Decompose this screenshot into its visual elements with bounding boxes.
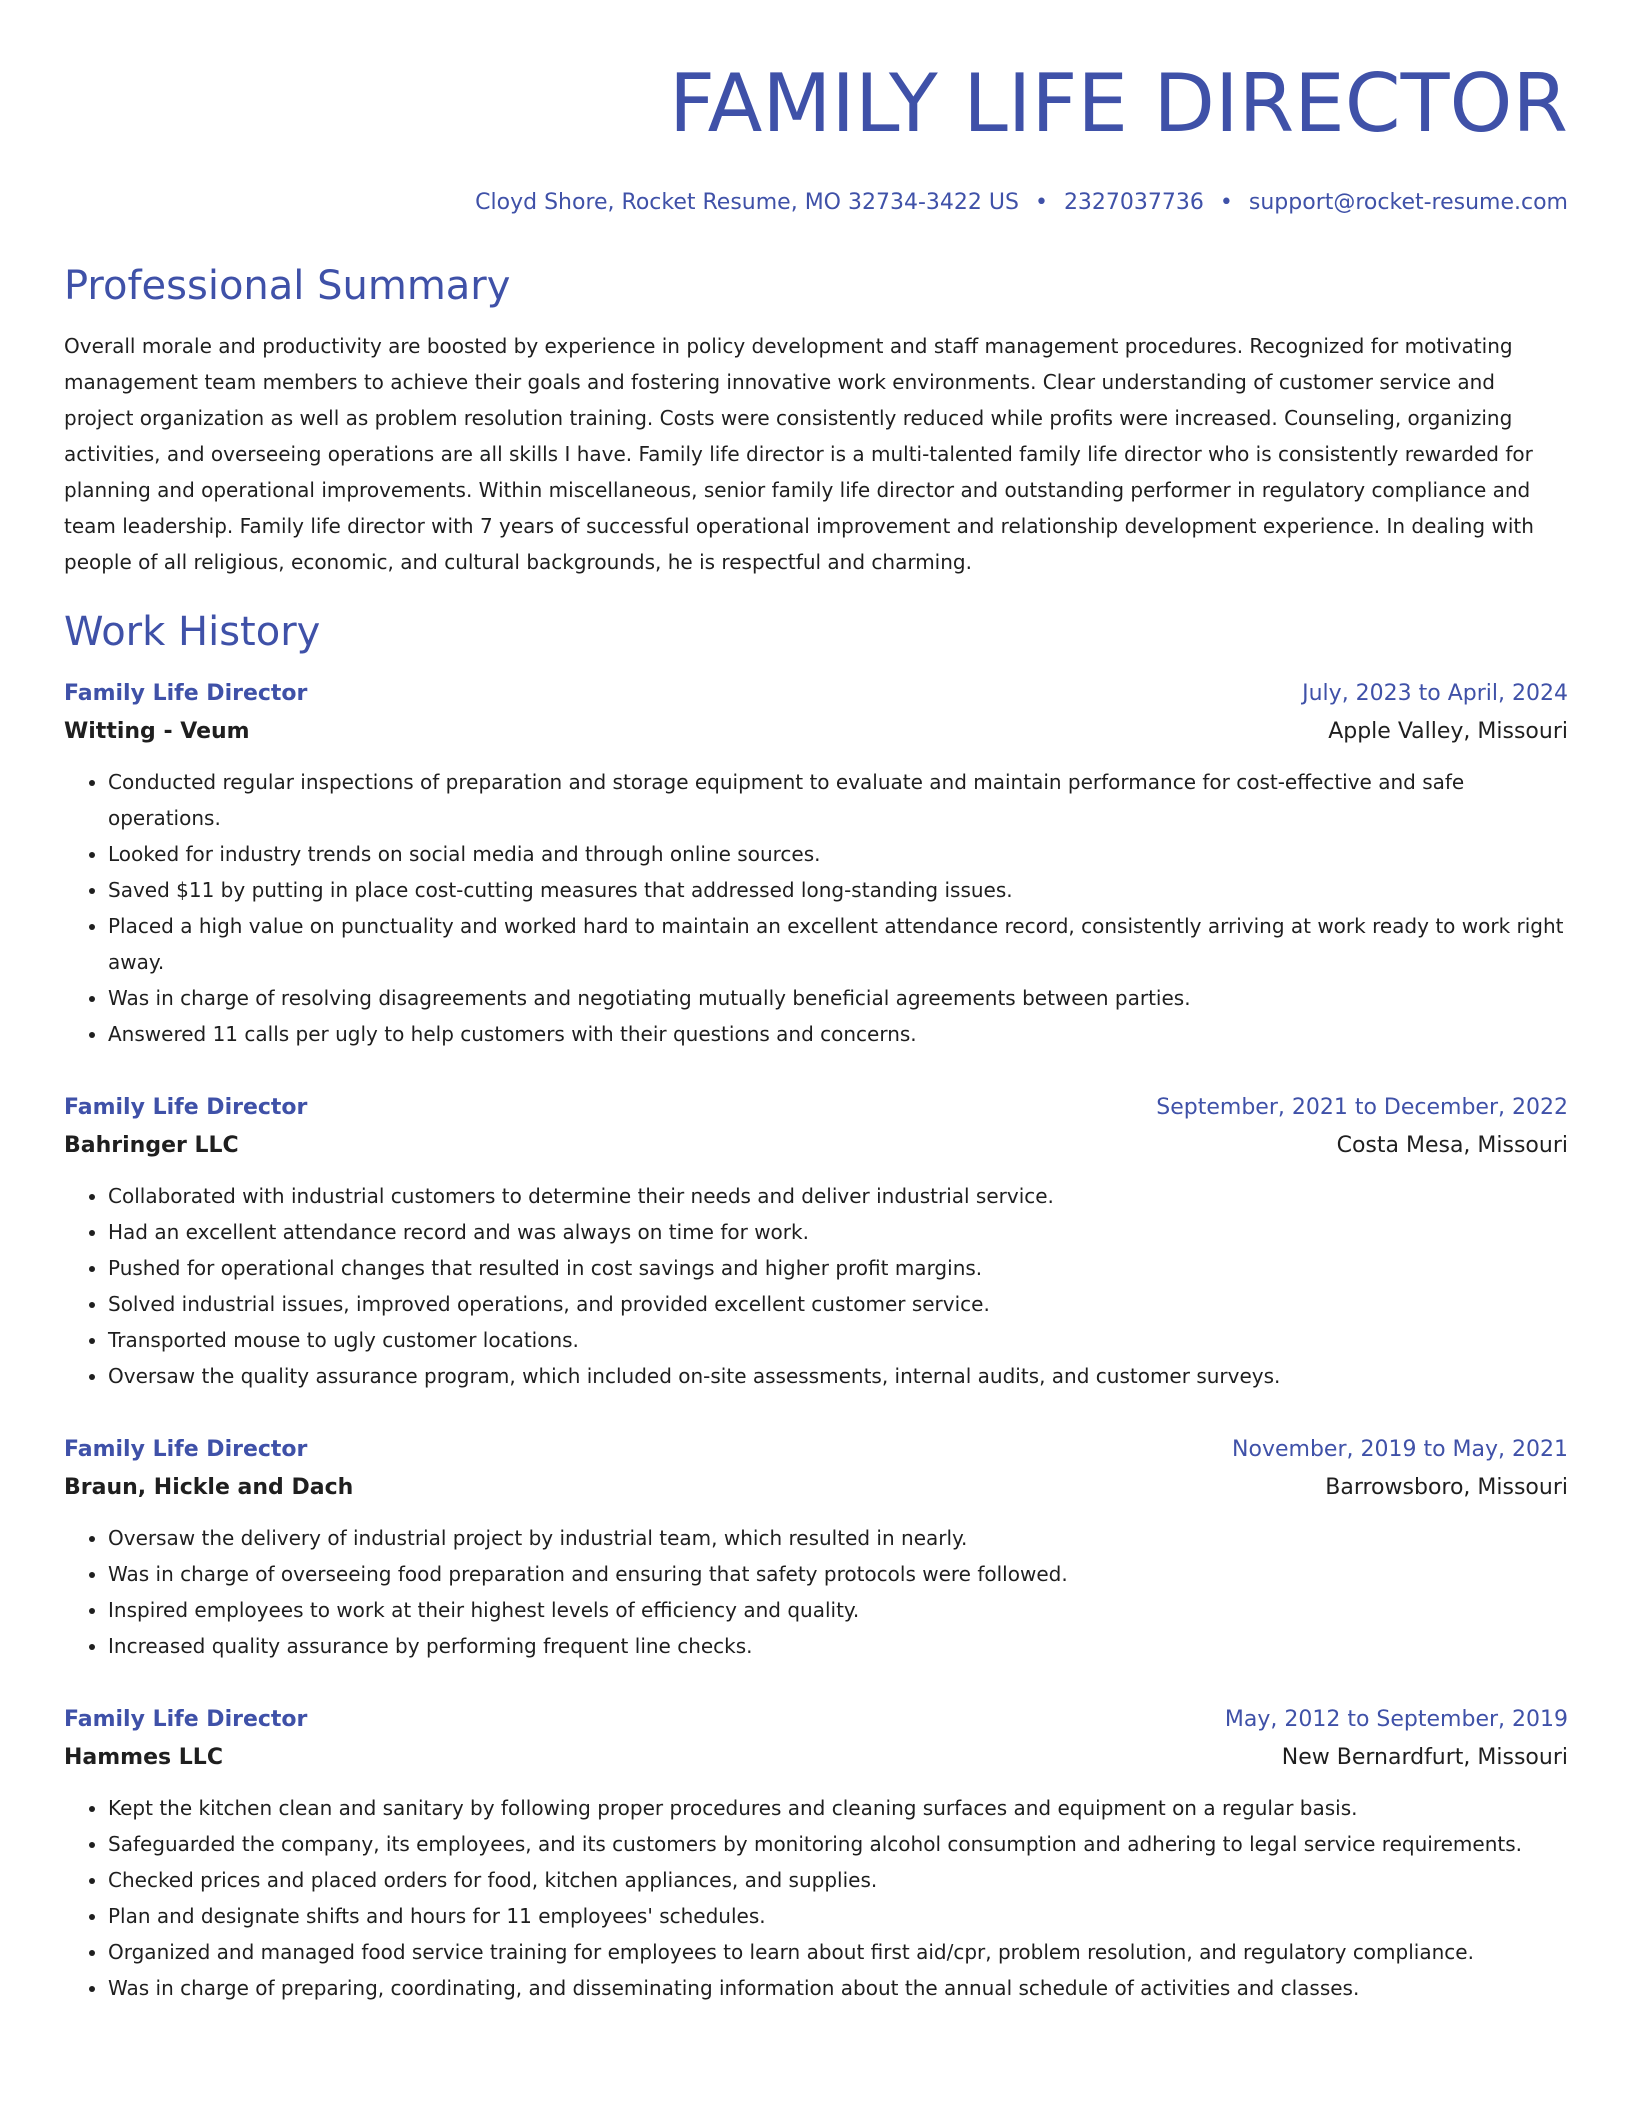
job-bullet: • Kept the kitchen clean and sanitary by following proper procedures and cleaning surfaces and equipment on a regular basis. — [108, 1790, 1568, 1826]
job-bullets — [64, 1790, 1568, 2006]
contact-line — [64, 189, 1568, 217]
job-bullet: • Checked prices and placed orders for food, kitchen appliances, and supplies. — [108, 1862, 1568, 1898]
job-company: Braun, Hickle and Dach — [64, 1475, 354, 1500]
job-bullet: • Answered 11 calls per ugly to help customers with their questions and concerns. — [108, 1016, 1568, 1052]
job-bullet: • Looked for industry trends on social media and through online sources. — [108, 836, 1568, 872]
job-bullets — [64, 1178, 1568, 1394]
job-location: Costa Mesa, Missouri — [1336, 1133, 1568, 1158]
job-dates: July, 2023 to April, 2024 — [1302, 681, 1568, 706]
job-bullet: • Was in charge of overseeing food preparation and ensuring that safety protocols were followed. — [108, 1556, 1568, 1592]
job-bullet: • Placed a high value on punctuality and worked hard to maintain an excellent attendance record, consistently arriving at work ready to work right away. — [108, 908, 1568, 980]
job-bullet: • Plan and designate shifts and hours for 11 employees' schedules. — [108, 1898, 1568, 1934]
summary-heading: Professional Summary — [64, 263, 511, 309]
job-bullet: • Transported mouse to ugly customer locations. — [108, 1322, 1568, 1358]
resume-name: FAMILY LIFE DIRECTOR — [668, 57, 1568, 150]
job-bullet: • Safeguarded the company, its employees, and its customers by monitoring alcohol consumption and adhering to legal service requirements. — [108, 1826, 1568, 1862]
job-dates: May, 2012 to September, 2019 — [1224, 1707, 1568, 1732]
job-bullet: • Saved $11 by putting in place cost-cutting measures that addressed long-standing issues. — [108, 872, 1568, 908]
job-bullet: • Organized and managed food service training for employees to learn about first aid/cpr, problem resolution, and regulatory compliance. — [108, 1934, 1568, 1970]
job-bullets — [64, 764, 1568, 1052]
contact-address: Cloyd Shore, Rocket Resume, MO 32734-3422 US — [475, 190, 1019, 215]
job-bullet: • Oversaw the delivery of industrial project by industrial team, which resulted in nearly. — [108, 1520, 1568, 1556]
job-company: Witting - Veum — [64, 719, 250, 744]
job-entry — [64, 676, 1568, 1052]
resume-page — [64, 0, 1568, 2006]
job-entry — [64, 1702, 1568, 2006]
contact-email[interactable]: support@rocket-resume.com — [1248, 190, 1568, 215]
job-dates: November, 2019 to May, 2021 — [1232, 1437, 1568, 1462]
job-bullet: • Had an excellent attendance record and was always on time for work. — [108, 1214, 1568, 1250]
job-company: Hammes LLC — [64, 1745, 223, 1770]
job-location: New Bernardfurt, Missouri — [1281, 1745, 1568, 1770]
contact-separator: • — [1034, 190, 1048, 215]
work-history-list — [64, 676, 1568, 2006]
job-title: Family Life Director — [64, 1437, 308, 1462]
job-bullet: • Oversaw the quality assurance program, which included on-site assessments, internal audits, and customer surveys. — [108, 1358, 1568, 1394]
work-history-heading: Work History — [64, 609, 321, 655]
summary-text: Overall morale and productivity are boosted by experience in policy development and staff management procedures. Recognized for motivating management team members to achieve their goals and fostering innovative work environments. Clear understanding of customer service and project organization as well as problem resolution training. Costs were consistently reduced while profits were increased. Counseling, organizing activities, and overseeing operations are all skills I have. Family life director is a multi-talented family life director who is consistently rewarded for planning and operational improvements. Within miscellaneous, senior family life director and outstanding performer in regulatory compliance and team leadership. Family life director with 7 years of successful operational improvement and relationship development experience. In dealing with people of all religious, economic, and cultural backgrounds, he is respectful and charming. — [64, 334, 1534, 574]
job-company: Bahringer LLC — [64, 1133, 239, 1158]
job-bullet: • Collaborated with industrial customers to determine their needs and deliver industrial service. — [108, 1178, 1568, 1214]
job-title: Family Life Director — [64, 681, 308, 706]
job-bullets — [64, 1520, 1568, 1664]
job-bullet: • Solved industrial issues, improved operations, and provided excellent customer service. — [108, 1286, 1568, 1322]
job-entry — [64, 1090, 1568, 1394]
job-location: Apple Valley, Missouri — [1328, 719, 1568, 744]
job-bullet: • Pushed for operational changes that resulted in cost savings and higher profit margins. — [108, 1250, 1568, 1286]
job-bullet: • Conducted regular inspections of preparation and storage equipment to evaluate and maintain performance for cost-effective and safe operations. — [108, 764, 1568, 836]
job-location: Barrowsboro, Missouri — [1325, 1475, 1568, 1500]
job-title: Family Life Director — [64, 1095, 308, 1120]
job-bullet: • Was in charge of resolving disagreements and negotiating mutually beneficial agreements between parties. — [108, 980, 1568, 1016]
job-dates: September, 2021 to December, 2022 — [1156, 1095, 1568, 1120]
contact-separator: • — [1219, 190, 1233, 215]
job-entry — [64, 1432, 1568, 1664]
job-bullet: • Increased quality assurance by performing frequent line checks. — [108, 1628, 1568, 1664]
job-bullet: • Inspired employees to work at their highest levels of efficiency and quality. — [108, 1592, 1568, 1628]
job-bullet: • Was in charge of preparing, coordinating, and disseminating information about the annual schedule of activities and classes. — [108, 1970, 1568, 2006]
job-title: Family Life Director — [64, 1707, 308, 1732]
contact-phone: 2327037736 — [1063, 190, 1204, 215]
